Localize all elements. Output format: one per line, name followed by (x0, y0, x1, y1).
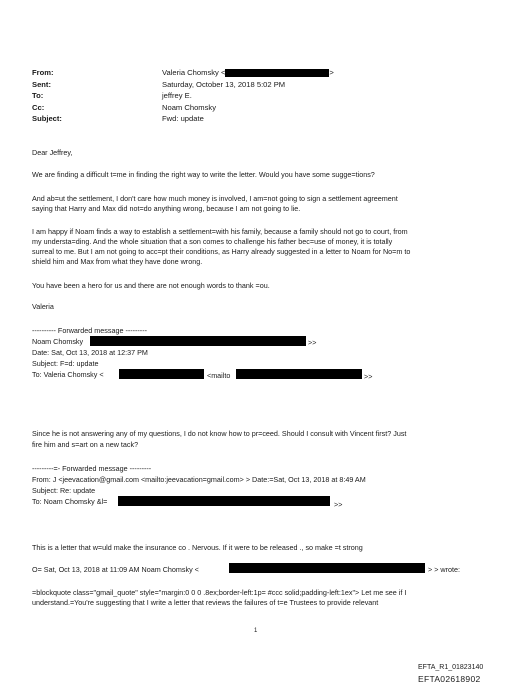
forward1-from-suffix: >> (308, 338, 317, 347)
forward2-from: From: J <jeevacation@gmail.com <mailto:jeevacation=gmail.com> > Date:=Sat, Oct 13, 2018 at 8:49 AM (32, 475, 366, 484)
redaction-bar (225, 69, 329, 77)
quote-header: O= Sat, Oct 13, 2018 at 11:09 AM Noam Chomsky < (32, 565, 199, 574)
sent-label: Sent: (32, 80, 51, 89)
forward1-from-name: Noam Chomsky (32, 337, 84, 346)
redaction-bar (229, 563, 425, 573)
forward-divider-2: ---------=- Forwarded message --------- (32, 464, 152, 473)
question-line-2: fire him and s=art on a new tack? (32, 440, 139, 449)
subject-value: Fwd: update (162, 114, 204, 123)
paragraph-3-line-2: my understa=ding. And the whole situation that a son comes to challenge his father bec=use of money, it is totally (32, 237, 393, 246)
forward1-to-suffix: >> (364, 372, 373, 381)
from-value (162, 68, 334, 77)
quote-header-suffix: > > wrote: (428, 565, 460, 574)
blockquote-line-2: understand.=You're suggesting that I write a letter that reviews the failures of t=e Trustees to provide relevant (32, 598, 379, 607)
letter-line: This is a letter that w=uld make the insurance co . Nervous. If it were to be released ., so make =t strong (32, 543, 363, 552)
redaction-bar (90, 336, 306, 346)
page-number: 1 (254, 628, 258, 634)
paragraph-3-line-1: I am happy if Noam finds a way to establish a settlement=with his family, because a family should not go to court, from (32, 227, 408, 236)
forward1-date: Date: Sat, Oct 13, 2018 at 12:37 PM (32, 348, 148, 357)
redaction-bar (119, 369, 204, 379)
paragraph-1: We are finding a difficult t=me in finding the right way to write the letter. Would you have some sugge=tions? (32, 170, 375, 179)
paragraph-2-line-2: saying that Harry and Max did not=do anything wrong, because I am not going to lie. (32, 204, 301, 213)
to-label: To: (32, 91, 44, 100)
document-id-2: EFTA02618902 (418, 674, 481, 684)
paragraph-3-line-3: surreal to me. But I am not going to acc=pt their conditions, as Harry already suggested in a letter to Noam for No=m to (32, 247, 411, 256)
forward1-from (32, 337, 83, 347)
forward2-to-suffix: >> (334, 500, 343, 509)
to-value: jeffrey E. (162, 91, 192, 100)
signoff: Valeria (32, 302, 54, 311)
forward1-subject: Subject: F=d: update (32, 359, 99, 368)
from-suffix: > (329, 68, 334, 77)
cc-label: Cc: (32, 103, 45, 112)
forward2-to: To: Noam Chomsky &l= (32, 497, 108, 506)
paragraph-2-line-1: And ab=ut the settlement, I don't care how much money is involved, I am=not going to sign a settlement agreement (32, 194, 398, 203)
question-line-1: Since he is not answering any of my questions, I do not know how to pr=ceed. Should I consult with Vincent first? Just (32, 429, 407, 438)
forward-divider-1: ---------- Forwarded message --------- (32, 326, 147, 335)
paragraph-3-line-4: shield him and Max from what they have done wrong. (32, 257, 203, 266)
cc-value: Noam Chomsky (162, 103, 217, 112)
document-id-1: EFTA_R1_01823140 (418, 664, 484, 671)
blockquote-line-1: =blockquote class="gmail_quote" style="margin:0 0 0 .8ex;border-left:1p= #ccc solid;padding-left:1ex"> Let me see if I (32, 588, 407, 597)
forward1-mailto: <mailto (207, 371, 231, 380)
forward1-to: To: Valeria Chomsky < (32, 370, 104, 379)
subject-label: Subject: (32, 114, 62, 123)
redaction-bar (236, 369, 362, 379)
paragraph-4: You have been a hero for us and there are not enough words to thank =ou. (32, 281, 270, 290)
from-name: Valeria Chomsky < (162, 68, 226, 77)
greeting: Dear Jeffrey, (32, 148, 73, 157)
forward2-subject: Subject: Re: update (32, 486, 96, 495)
redaction-bar (118, 496, 330, 506)
from-label: From: (32, 68, 54, 77)
sent-value: Saturday, October 13, 2018 5:02 PM (162, 80, 286, 89)
